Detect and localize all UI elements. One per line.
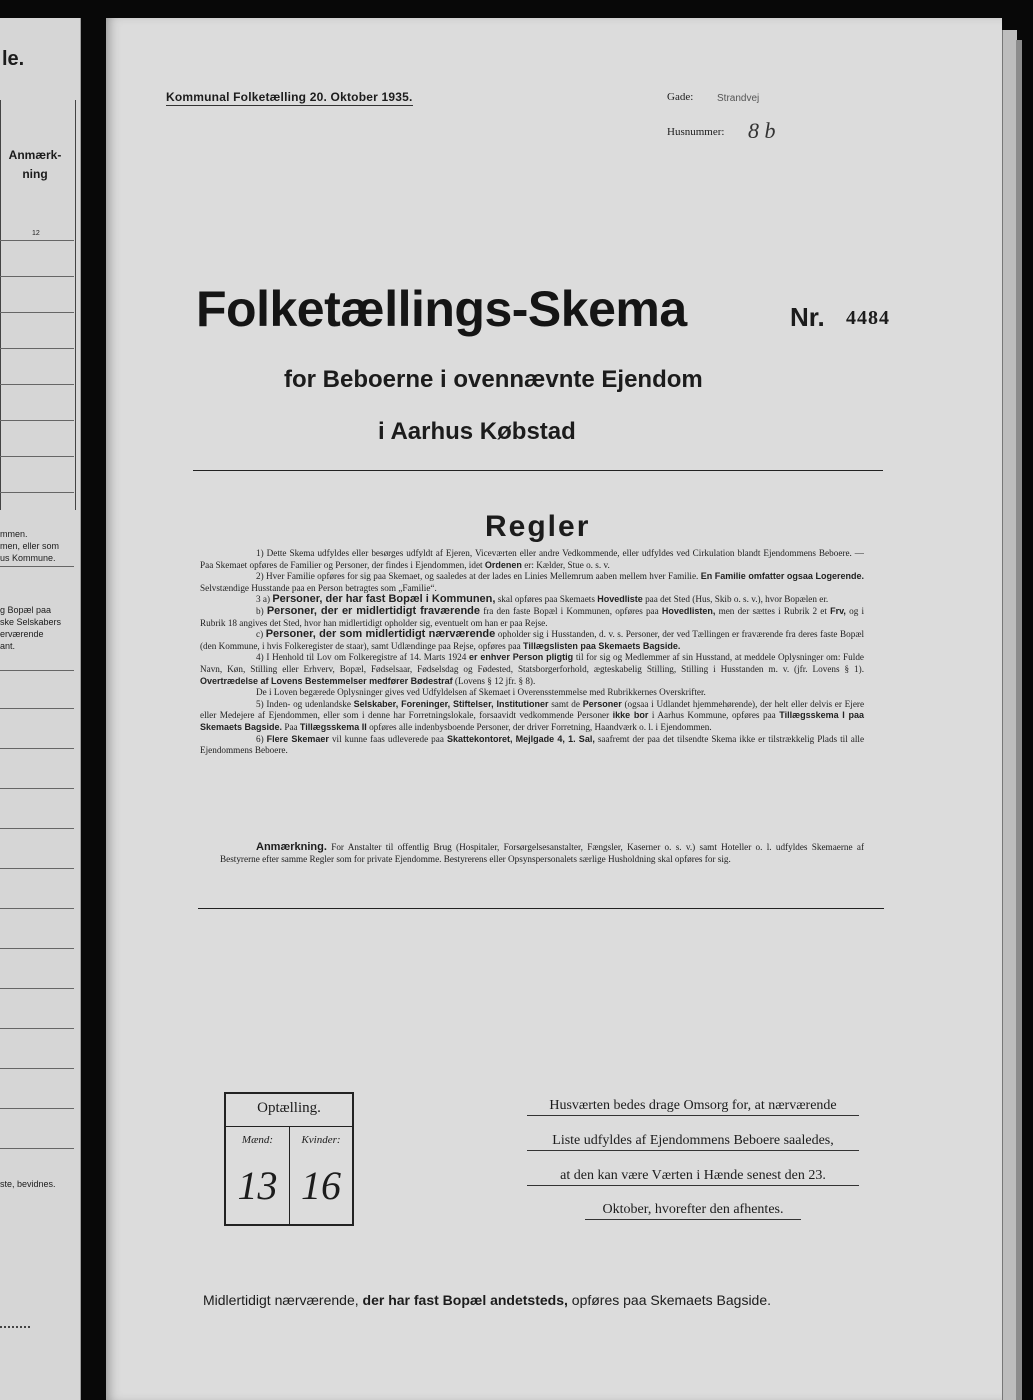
left-page-rule (0, 420, 74, 421)
left-page-rule (0, 708, 74, 709)
left-page-rule (0, 788, 74, 789)
landlord-notice-line: at den kan være Værten i Hænde senest den 23. (527, 1168, 859, 1186)
left-page-rule (0, 240, 74, 241)
landlord-notice-line: Liste udfyldes af Ejendommens Beboere saaledes, (527, 1133, 859, 1151)
women-count: 16 (301, 1163, 341, 1208)
page-edge (1002, 30, 1017, 1400)
left-page-rule (0, 276, 74, 277)
left-page-rule (0, 566, 74, 567)
rule-4: 4) I Henhold til Lov om Folkeregistre af 14. Marts 1924 er enhver Person pligtig til for sig og Medlemmer af sin Husstand, at meddele Oplysninger om: Fulde Navn, Køn, Stilling eller Erhverv, Bopæl, Fødselsaar, Fødselsdag og Fødested, Statsborgerforhold, ægteskabelig Stilling, Stilling i Husstanden m. v. (jfr. Lovens § 1). Overtrædelse af Lovens Bestemmelser medfører Bødestraf (Lovens § 12 jfr. § 8). (200, 652, 864, 686)
form-subtitle-city: i Aarhus Købstad (378, 418, 576, 445)
left-page-rule (0, 670, 74, 671)
left-page-fragment (0, 18, 81, 1400)
remark-text: For Anstalter til offentlig Brug (Hospitaler, Forsørgelsesanstalter, Fængsler, Kaserner o. s. v.) samt Hoteller o. l. udfyldes Skemaerne af Bestyrerne efter samme Regler som for private Ejendomme. Bestyrerens eller Opsynspersonalets særlige Husholdning skal opføres for sig. (220, 842, 865, 864)
form-subtitle: for Beboerne i ovennævnte Ejendom (284, 366, 703, 393)
divider (193, 470, 883, 471)
left-page-text: us Kommune. (0, 553, 56, 563)
left-page-scribble (0, 1318, 30, 1328)
remark (220, 842, 864, 865)
left-page-rule (0, 1068, 74, 1069)
house-number-value: 8 b (748, 118, 776, 143)
count-title: Optælling. (257, 1100, 321, 1116)
left-page-rule (0, 456, 74, 457)
left-page-rule (0, 1148, 74, 1149)
left-page-text: ant. (0, 641, 16, 651)
rule-2: 2) Hver Familie opføres for sig paa Skemaet, og saaledes at der lades en Linies Mellemrum aaben mellem hver Familie. En Familie omfatter ogsaa Logerende. Selvstændige Husstande paa en Person betragtes som „Familie“. (200, 571, 864, 593)
left-page-rule (0, 1028, 74, 1029)
left-page-text: ste, bevidnes. (0, 1179, 56, 1189)
left-page-rule (0, 1108, 74, 1109)
form-number-label: Nr. (790, 302, 825, 332)
left-page-text: ske Selskabers (0, 617, 62, 627)
rules-text (200, 548, 864, 757)
rule-3c: c) Personer, der som midlertidigt nærværende opholder sig i Husstanden, d. v. s. Personer, der ved Tællingen er fraværende fra deres faste Bopæl (den Kommune, i hvis Folkeregister de staar), samt Udlændinge paa Rejse, opføres paa Tillægslisten paa Skemaets Bagside. (200, 628, 865, 651)
street-value: Strandvej (717, 93, 760, 104)
left-page-rule (0, 748, 74, 749)
left-page-rule (0, 948, 74, 949)
remark-label: Anmærkning. (256, 841, 327, 853)
house-number-label: Husnummer: (667, 126, 725, 138)
divider (198, 908, 884, 909)
left-page-text: mmen. (0, 529, 28, 539)
rule-6: 6) Flere Skemaer vil kunne faas udleverede paa Skattekontoret, Mejlgade 4, 1. Sal, saafremt der paa det tilsendte Skema ikke er tilstrækkelig Plads til alle Ejendommens Beboere. (200, 733, 865, 756)
rules-heading: Regler (485, 510, 591, 543)
left-page-title: le. (2, 48, 25, 70)
count-box (224, 1092, 354, 1226)
form-title: Folketællings-Skema (196, 281, 687, 337)
rule-5: 5) Inden- og udenlandske Selskaber, Foreninger, Stiftelser, Institutioner samt de Personer (ogsaa i Udlandet hjemmehørende), der helt eller delvis er Ejere eller Medejere af Ejendommen, eller som i denne har Forretningslokale, forsaavidt vedkommende Personer ikke bor i Aarhus Kommune, opføres paa Tillægsskema I paa Skemaets Bagside. Paa Tillægsskema II opføres alle indenbysboende Personer, der driver Forretning, Haandværk o. l. i Ejendommen. (200, 698, 865, 732)
street-label: Gade: (667, 91, 694, 103)
left-page-rule (0, 828, 74, 829)
footer-note: Midlertidigt nærværende, der har fast Bopæl andetsteds, opføres paa Skemaets Bagside. (203, 1292, 772, 1308)
men-label: Mænd: (241, 1134, 274, 1146)
left-page-rule (0, 348, 74, 349)
left-page-text: erværende (0, 629, 44, 639)
left-page-rule (0, 868, 74, 869)
left-page-text: men, eller som (0, 541, 60, 551)
men-count: 13 (237, 1163, 278, 1208)
page-edge (1016, 40, 1022, 1400)
left-page-rule (0, 908, 74, 909)
rule-3b: b) Personer, der er midlertidigt fraværende fra den faste Bopæl i Kommunen, opføres paa Hovedlisten, men der sættes i Rubrik 2 et Frv, og i Rubrik 18 angives det Sted, hvor han midlertidigt opholder sig, eventuelt om han er paa Rejse. (200, 604, 865, 628)
left-page-column-header: Anmærk- ning (8, 148, 62, 181)
census-header: Kommunal Folketælling 20. Oktober 1935. (166, 90, 413, 104)
left-page-column-number: 12 (32, 230, 40, 237)
left-page-rule (0, 312, 74, 313)
left-page-text: g Bopæl paa (0, 605, 52, 615)
left-page-rule (0, 988, 74, 989)
landlord-notice-line: Husværten bedes drage Omsorg for, at nærværende (527, 1098, 859, 1116)
form-number-value: 4484 (846, 307, 890, 329)
women-label: Kvinder: (301, 1134, 341, 1146)
rule-4b: De i Loven begærede Oplysninger gives ved Udfyldelsen af Skemaet i Overensstemmelse med Rubrikkernes Overskrifter. (256, 687, 706, 698)
rule-3a: 3 a) Personer, der har fast Bopæl i Kommunen, skal opføres paa Skemaets Hovedliste paa det Sted (Hus, Skib o. s. v.), hvor Bopælen er. (256, 593, 829, 606)
left-page-rule (0, 384, 74, 385)
landlord-notice-line: Oktober, hvorefter den afhentes. (585, 1202, 801, 1220)
rule-1: 1) Dette Skema udfyldes eller besørges udfyldt af Ejeren, Viceværten eller andre Vedkommende, eller udfyldes ved Cirkulation blandt Ejendommens Beboere. — Paa Skemaet opføres de Familier og Personer, der findes i Ejendommen, idet Ordenen er: Kælder, Stue o. s. v. (200, 548, 864, 570)
left-page-rule (0, 492, 74, 493)
